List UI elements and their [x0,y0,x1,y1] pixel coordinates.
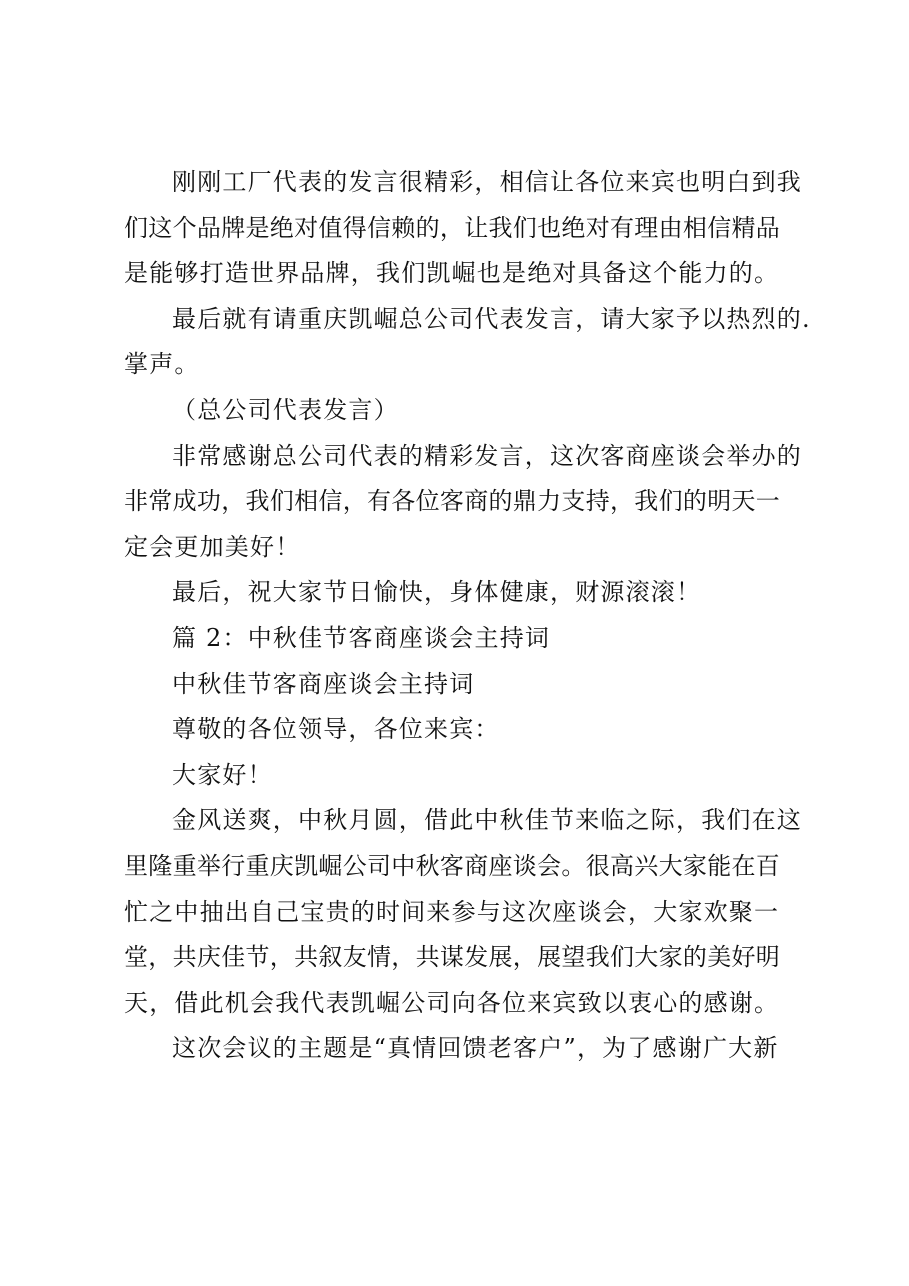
paragraph-line: 这次会议的主题是“真情回馈老客户”，为了感谢广大新 [172,1034,779,1063]
paragraph-line: 天，借此机会我代表凯崛公司向各位来宾致以衷心的感谢。 [124,988,780,1017]
paragraph-line: 非常感谢总公司代表的精彩发言，这次客商座谈会举办的 [172,441,802,470]
paragraph-line: 最后，祝大家节日愉快，身体健康，财源滚滚！ [172,578,702,607]
paragraph-line: （总公司代表发言） [172,395,399,424]
paragraph-line: 最后就有请重庆凯崛总公司代表发言，请大家予以热烈的. [172,304,811,333]
paragraph-line: 是能够打造世界品牌，我们凯崛也是绝对具备这个能力的。 [124,259,780,288]
document-title: 中秋佳节客商座谈会主持词 [172,669,475,698]
paragraph-line: 刚刚工厂代表的发言很精彩，相信让各位来宾也明白到我 [172,168,802,196]
paragraph-line: 定会更加美好！ [124,532,301,561]
section-heading: 篇 2：中秋佳节客商座谈会主持词 [172,623,551,652]
paragraph-line: 里隆重举行重庆凯崛公司中秋客商座谈会。很高兴大家能在百 [124,851,781,880]
paragraph-line: 堂，共庆佳节，共叙友情，共谋发展，展望我们大家的美好明 [124,943,781,972]
document-body [124,160,811,1072]
salutation-line: 尊敬的各位领导，各位来宾： [172,715,500,744]
paragraph-line: 掌声。 [124,350,200,379]
paragraph-line: 金风送爽，中秋月圆，借此中秋佳节来临之际，我们在这 [172,806,802,835]
paragraph-line: 们这个品牌是绝对值得信赖的，让我们也绝对有理由相信精品 [124,213,781,242]
greeting-line: 大家好！ [172,760,273,789]
paragraph-line: 非常成功，我们相信，有各位客商的鼎力支持，我们的明天一 [124,487,781,516]
paragraph-line: 忙之中抽出自己宝贵的时间来参与这次座谈会，大家欢聚一 [124,897,780,926]
